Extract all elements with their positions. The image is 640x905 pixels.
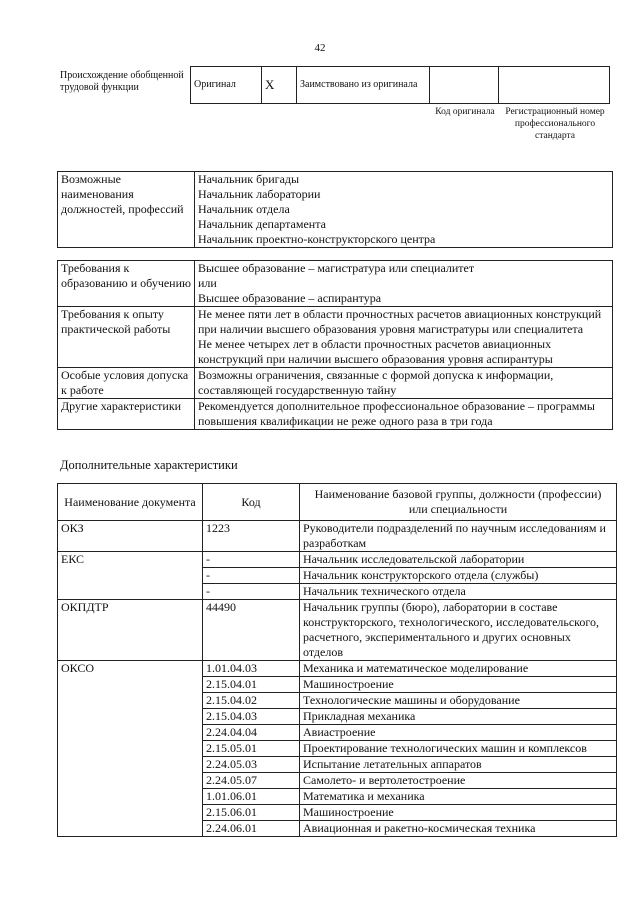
requirement-value	[195, 307, 613, 368]
doc-cell: ОКСО	[58, 661, 203, 837]
requirement-label: Другие характеристики	[58, 399, 195, 430]
positions-label: Возможные наименования должностей, профессий	[58, 172, 195, 248]
table-row	[58, 552, 617, 568]
requirement-row	[58, 399, 613, 430]
name-cell: Машиностроение	[300, 677, 617, 693]
name-cell: Машиностроение	[300, 805, 617, 821]
name-cell: Технологические машины и оборудование	[300, 693, 617, 709]
original-mark: X	[262, 67, 297, 104]
position-item: Начальник проектно-конструкторского центра	[198, 232, 436, 246]
additional-table	[57, 483, 617, 837]
column-header: Наименование базовой группы, должности (профессии) или специальности	[300, 484, 617, 521]
requirement-line: Возможны ограничения, связанные с формой допуска к информации, составляющей государственную тайну	[198, 368, 554, 397]
requirement-label: Требования к образованию и обучению	[58, 261, 195, 307]
code-cell: -	[203, 568, 300, 584]
position-item: Начальник лаборатории	[198, 187, 321, 201]
name-cell: Начальник исследовательской лаборатории	[300, 552, 617, 568]
position-item: Начальник департамента	[198, 217, 326, 231]
position-item: Начальник бригады	[198, 172, 300, 186]
requirement-row	[58, 261, 613, 307]
code-cell: -	[203, 584, 300, 600]
column-header: Наименование документа	[58, 484, 203, 521]
name-cell: Механика и математическое моделирование	[300, 661, 617, 677]
requirements-table	[57, 260, 613, 430]
original-cell	[191, 67, 262, 104]
code-cell: 2.24.04.04	[203, 725, 300, 741]
original-label: Оригинал	[194, 79, 236, 90]
requirement-value	[195, 368, 613, 399]
requirement-label: Требования к опыту практической работы	[58, 307, 195, 368]
reg-number-cell	[499, 67, 610, 104]
table-row	[58, 661, 617, 677]
requirement-line: Рекомендуется дополнительное профессиональное образование – программы повышения квалификации не реже одного раза в три года	[198, 399, 595, 428]
reg-caption: Регистрационный номер профессионального стандарта	[505, 107, 605, 141]
position-item: Начальник отдела	[198, 202, 290, 216]
doc-cell: ОКЗ	[58, 521, 203, 552]
requirement-line: или	[198, 276, 217, 290]
code-cell: 2.15.04.02	[203, 693, 300, 709]
code-cell: 44490	[203, 600, 300, 661]
code-cell: 2.15.06.01	[203, 805, 300, 821]
code-cell: 2.15.04.03	[203, 709, 300, 725]
origin-label: Происхождение обобщенной трудовой функции	[60, 70, 184, 93]
requirement-line: Высшее образование – магистратура или специалитет	[198, 261, 475, 275]
code-cell: 2.24.05.03	[203, 757, 300, 773]
name-cell: Начальник технического отдела	[300, 584, 617, 600]
name-cell: Начальник группы (бюро), лаборатории в составе конструкторского, технологического, исследовательского, расчетного, экспериментального и других основных отделов	[300, 600, 617, 661]
code-cell: 1.01.06.01	[203, 789, 300, 805]
table-header-row	[58, 484, 617, 521]
name-cell: Руководители подразделений по научным исследованиям и разработкам	[300, 521, 617, 552]
code-cell: 1.01.04.03	[203, 661, 300, 677]
requirement-row	[58, 368, 613, 399]
name-cell: Самолето- и вертолетостроение	[300, 773, 617, 789]
requirement-line: Не менее пяти лет в области прочностных расчетов авиационных конструкций при наличии высшего образования уровня магистратуры или специалитета	[198, 307, 602, 336]
section-title: Дополнительные характеристики	[60, 458, 238, 472]
name-cell: Авиационная и ракетно-космическая техника	[300, 821, 617, 837]
borrowed-label: Заимствовано из оригинала	[297, 67, 430, 104]
name-cell: Прикладная механика	[300, 709, 617, 725]
code-cell: 2.24.06.01	[203, 821, 300, 837]
code-cell: 2.24.05.07	[203, 773, 300, 789]
requirement-row	[58, 307, 613, 368]
requirement-label: Особые условия допуска к работе	[58, 368, 195, 399]
positions-table	[57, 171, 613, 248]
column-header: Код	[203, 484, 300, 521]
positions-list	[195, 172, 613, 248]
code-cell: 1223	[203, 521, 300, 552]
table-row	[58, 521, 617, 552]
doc-cell: ЕКС	[58, 552, 203, 600]
name-cell: Авиастроение	[300, 725, 617, 741]
name-cell: Начальник конструкторского отдела (службы)	[300, 568, 617, 584]
doc-cell: ОКПДТР	[58, 600, 203, 661]
name-cell: Испытание летательных аппаратов	[300, 757, 617, 773]
name-cell: Математика и механика	[300, 789, 617, 805]
code-cell: 2.15.05.01	[203, 741, 300, 757]
requirement-value	[195, 261, 613, 307]
requirement-line: Не менее четырех лет в области прочностных расчетов авиационных конструкций при наличии высшего образования уровня аспирантуры	[198, 337, 553, 366]
page-number: 42	[314, 42, 326, 54]
code-cell: 2.15.04.01	[203, 677, 300, 693]
requirement-value	[195, 399, 613, 430]
code-cell: -	[203, 552, 300, 568]
original-code-cell	[430, 67, 499, 104]
name-cell: Проектирование технологических машин и комплексов	[300, 741, 617, 757]
table-row	[58, 600, 617, 661]
code-caption: Код оригинала	[435, 107, 495, 117]
origin-table	[190, 66, 610, 104]
requirement-line: Высшее образование – аспирантура	[198, 291, 382, 305]
